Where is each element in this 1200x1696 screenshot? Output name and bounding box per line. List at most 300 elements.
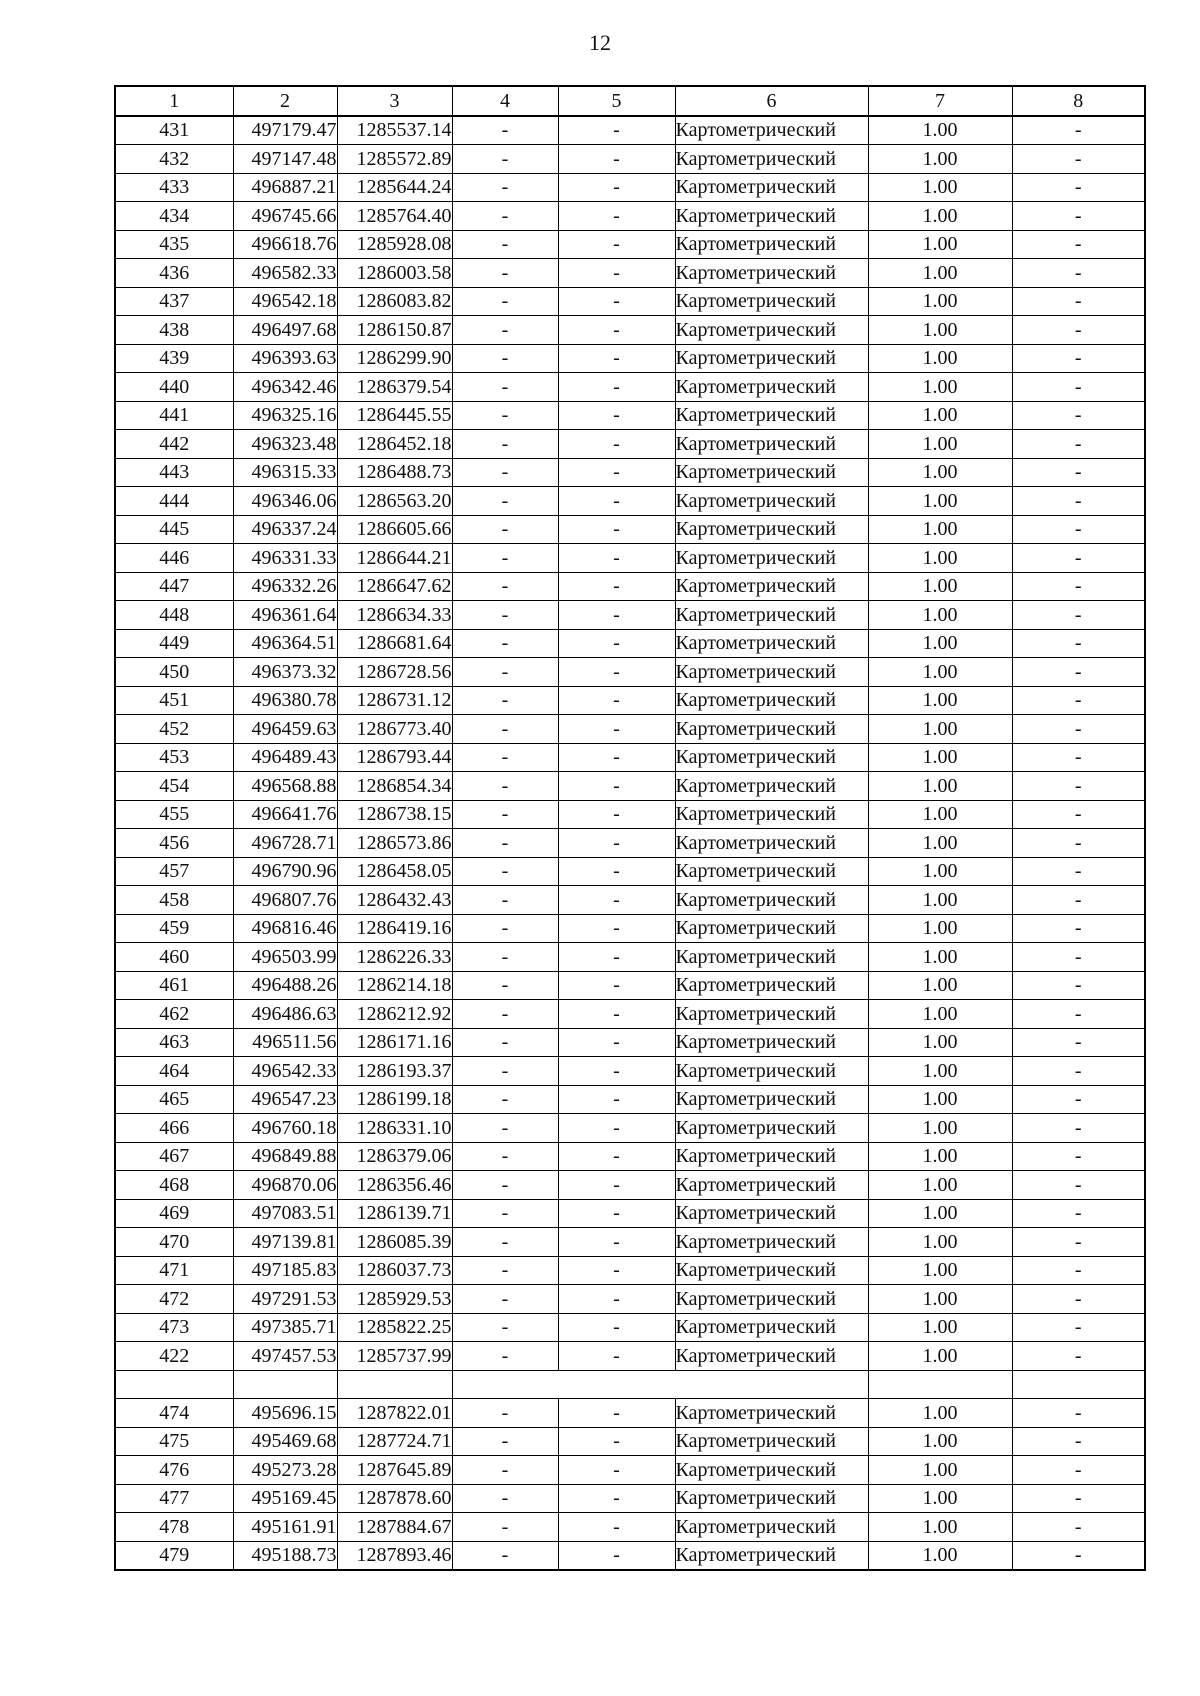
header-cell: 2 xyxy=(233,86,337,116)
col8-cell: - xyxy=(1012,373,1145,402)
col8-cell xyxy=(1012,1370,1145,1399)
point-number-cell: 435 xyxy=(115,230,233,259)
y-coordinate-cell: 1285537.14 xyxy=(337,116,452,145)
table-row xyxy=(115,1285,1145,1314)
point-number-cell: 441 xyxy=(115,401,233,430)
table-header-row xyxy=(115,86,1145,116)
point-number-cell: 449 xyxy=(115,629,233,658)
col8-cell: - xyxy=(1012,344,1145,373)
method-cell: Картометрический xyxy=(675,430,868,459)
table-row xyxy=(115,886,1145,915)
accuracy-cell: 1.00 xyxy=(868,629,1012,658)
table-row xyxy=(115,287,1145,316)
col5-cell: - xyxy=(558,943,675,972)
table-row xyxy=(115,572,1145,601)
accuracy-cell: 1.00 xyxy=(868,487,1012,516)
col5-cell: - xyxy=(558,230,675,259)
table-row xyxy=(115,914,1145,943)
accuracy-cell: 1.00 xyxy=(868,116,1012,145)
x-coordinate-cell: 497139.81 xyxy=(233,1228,337,1257)
x-coordinate-cell: 495188.73 xyxy=(233,1541,337,1570)
y-coordinate-cell: 1287884.67 xyxy=(337,1513,452,1542)
y-coordinate-cell: 1286432.43 xyxy=(337,886,452,915)
x-coordinate-cell: 497083.51 xyxy=(233,1199,337,1228)
header-cell: 1 xyxy=(115,86,233,116)
x-coordinate-cell: 496315.33 xyxy=(233,458,337,487)
col8-cell: - xyxy=(1012,230,1145,259)
col4-cell: - xyxy=(452,772,558,801)
col4-cell: - xyxy=(452,1171,558,1200)
col4-cell: - xyxy=(452,544,558,573)
table-row xyxy=(115,1228,1145,1257)
table-row xyxy=(115,430,1145,459)
point-number-cell: 438 xyxy=(115,316,233,345)
method-cell: Картометрический xyxy=(675,116,868,145)
point-number-cell: 475 xyxy=(115,1427,233,1456)
method-cell: Картометрический xyxy=(675,230,868,259)
table-row xyxy=(115,971,1145,1000)
accuracy-cell: 1.00 xyxy=(868,1085,1012,1114)
col5-cell: - xyxy=(558,743,675,772)
x-coordinate-cell: 496511.56 xyxy=(233,1028,337,1057)
col4-cell: - xyxy=(452,1228,558,1257)
accuracy-cell: 1.00 xyxy=(868,1456,1012,1485)
x-coordinate-cell: 496486.63 xyxy=(233,1000,337,1029)
col5-cell: - xyxy=(558,914,675,943)
point-number-cell: 446 xyxy=(115,544,233,573)
col5-cell: - xyxy=(558,1057,675,1086)
table-row xyxy=(115,173,1145,202)
col5-cell: - xyxy=(558,1000,675,1029)
method-cell: Картометрический xyxy=(675,886,868,915)
x-coordinate-cell: 497385.71 xyxy=(233,1313,337,1342)
table-row xyxy=(115,373,1145,402)
col8-cell: - xyxy=(1012,1456,1145,1485)
point-number-cell: 468 xyxy=(115,1171,233,1200)
col4-cell: - xyxy=(452,458,558,487)
col8-cell: - xyxy=(1012,1513,1145,1542)
col5-cell: - xyxy=(558,515,675,544)
col8-cell: - xyxy=(1012,259,1145,288)
x-coordinate-cell: 497185.83 xyxy=(233,1256,337,1285)
col8-cell: - xyxy=(1012,743,1145,772)
col8-cell: - xyxy=(1012,515,1145,544)
col5-cell: - xyxy=(558,1199,675,1228)
y-coordinate-cell: 1286605.66 xyxy=(337,515,452,544)
x-coordinate-cell: 496887.21 xyxy=(233,173,337,202)
x-coordinate-cell: 496542.18 xyxy=(233,287,337,316)
y-coordinate-cell: 1287645.89 xyxy=(337,1456,452,1485)
method-cell: Картометрический xyxy=(675,971,868,1000)
method-cell: Картометрический xyxy=(675,1142,868,1171)
col5-cell: - xyxy=(558,287,675,316)
accuracy-cell: 1.00 xyxy=(868,715,1012,744)
col8-cell: - xyxy=(1012,202,1145,231)
y-coordinate-cell: 1286037.73 xyxy=(337,1256,452,1285)
table-row xyxy=(115,772,1145,801)
method-cell: Картометрический xyxy=(675,1342,868,1371)
table-row xyxy=(115,230,1145,259)
col5-cell: - xyxy=(558,1171,675,1200)
col4-cell: - xyxy=(452,1085,558,1114)
accuracy-cell: 1.00 xyxy=(868,1057,1012,1086)
y-coordinate-cell: 1287724.71 xyxy=(337,1427,452,1456)
accuracy-cell: 1.00 xyxy=(868,1000,1012,1029)
accuracy-cell: 1.00 xyxy=(868,829,1012,858)
y-coordinate-cell: 1286681.64 xyxy=(337,629,452,658)
col8-cell: - xyxy=(1012,601,1145,630)
table-row xyxy=(115,1142,1145,1171)
table-row xyxy=(115,1399,1145,1428)
col8-cell: - xyxy=(1012,572,1145,601)
col4-cell: - xyxy=(452,373,558,402)
col4-cell: - xyxy=(452,202,558,231)
point-number-cell: 476 xyxy=(115,1456,233,1485)
col8-cell: - xyxy=(1012,173,1145,202)
col8-cell: - xyxy=(1012,1541,1145,1570)
col4-cell: - xyxy=(452,1199,558,1228)
table-row xyxy=(115,686,1145,715)
table-row xyxy=(115,515,1145,544)
table-row xyxy=(115,145,1145,174)
method-cell: Картометрический xyxy=(675,1484,868,1513)
method-cell: Картометрический xyxy=(675,1028,868,1057)
accuracy-cell: 1.00 xyxy=(868,515,1012,544)
y-coordinate-cell: 1286083.82 xyxy=(337,287,452,316)
y-coordinate-cell: 1286299.90 xyxy=(337,344,452,373)
x-coordinate-cell: 496568.88 xyxy=(233,772,337,801)
y-coordinate-cell: 1286488.73 xyxy=(337,458,452,487)
method-cell: Картометрический xyxy=(675,344,868,373)
col4-cell: - xyxy=(452,1142,558,1171)
col4-cell: - xyxy=(452,914,558,943)
table-row xyxy=(115,1427,1145,1456)
y-coordinate-cell: 1286379.54 xyxy=(337,373,452,402)
col4-cell: - xyxy=(452,1000,558,1029)
y-coordinate-cell: 1286331.10 xyxy=(337,1114,452,1143)
col8-cell: - xyxy=(1012,1114,1145,1143)
method-cell: Картометрический xyxy=(675,686,868,715)
x-coordinate-cell: 496497.68 xyxy=(233,316,337,345)
x-coordinate-cell: 496361.64 xyxy=(233,601,337,630)
col5-cell: - xyxy=(558,487,675,516)
col4-cell: - xyxy=(452,1028,558,1057)
table-row xyxy=(115,1342,1145,1371)
col8-cell: - xyxy=(1012,914,1145,943)
x-coordinate-cell: 495696.15 xyxy=(233,1399,337,1428)
col5-cell: - xyxy=(558,715,675,744)
col5-cell: - xyxy=(558,572,675,601)
y-coordinate-cell: 1286199.18 xyxy=(337,1085,452,1114)
x-coordinate-cell: 496337.24 xyxy=(233,515,337,544)
accuracy-cell: 1.00 xyxy=(868,1228,1012,1257)
x-coordinate-cell: 496380.78 xyxy=(233,686,337,715)
accuracy-cell: 1.00 xyxy=(868,1541,1012,1570)
method-cell: Картометрический xyxy=(675,1456,868,1485)
method-cell: Картометрический xyxy=(675,515,868,544)
accuracy-cell: 1.00 xyxy=(868,857,1012,886)
accuracy-cell: 1.00 xyxy=(868,145,1012,174)
y-coordinate-cell: 1286728.56 xyxy=(337,658,452,687)
accuracy-cell: 1.00 xyxy=(868,287,1012,316)
col8-cell: - xyxy=(1012,1085,1145,1114)
point-number-cell xyxy=(115,1370,233,1399)
point-number-cell: 457 xyxy=(115,857,233,886)
table-row xyxy=(115,1256,1145,1285)
col8-cell: - xyxy=(1012,544,1145,573)
col8-cell: - xyxy=(1012,800,1145,829)
y-coordinate-cell: 1285822.25 xyxy=(337,1313,452,1342)
x-coordinate-cell: 496325.16 xyxy=(233,401,337,430)
col4-cell: - xyxy=(452,1513,558,1542)
col8-cell: - xyxy=(1012,829,1145,858)
header-cell: 7 xyxy=(868,86,1012,116)
col5-cell: - xyxy=(558,829,675,858)
accuracy-cell: 1.00 xyxy=(868,1028,1012,1057)
col5-cell: - xyxy=(558,1285,675,1314)
y-coordinate-cell: 1286356.46 xyxy=(337,1171,452,1200)
table-row xyxy=(115,202,1145,231)
x-coordinate-cell: 495161.91 xyxy=(233,1513,337,1542)
y-coordinate-cell: 1286644.21 xyxy=(337,544,452,573)
header-cell: 6 xyxy=(675,86,868,116)
col4-cell: - xyxy=(452,743,558,772)
col5-cell: - xyxy=(558,373,675,402)
y-coordinate-cell: 1286573.86 xyxy=(337,829,452,858)
method-cell xyxy=(675,1370,868,1399)
table-row-blank xyxy=(115,1370,1145,1399)
accuracy-cell: 1.00 xyxy=(868,886,1012,915)
col8-cell: - xyxy=(1012,1000,1145,1029)
x-coordinate-cell: 496547.23 xyxy=(233,1085,337,1114)
col5-cell: - xyxy=(558,601,675,630)
col4-cell xyxy=(452,1370,558,1399)
x-coordinate-cell: 496323.48 xyxy=(233,430,337,459)
col8-cell: - xyxy=(1012,1028,1145,1057)
table-row xyxy=(115,401,1145,430)
page-number: 12 xyxy=(589,30,611,55)
point-number-cell: 473 xyxy=(115,1313,233,1342)
col8-cell: - xyxy=(1012,1171,1145,1200)
accuracy-cell: 1.00 xyxy=(868,743,1012,772)
x-coordinate-cell: 496503.99 xyxy=(233,943,337,972)
col8-cell: - xyxy=(1012,458,1145,487)
col8-cell: - xyxy=(1012,1427,1145,1456)
table-row xyxy=(115,1000,1145,1029)
col4-cell: - xyxy=(452,1057,558,1086)
point-number-cell: 467 xyxy=(115,1142,233,1171)
accuracy-cell: 1.00 xyxy=(868,344,1012,373)
y-coordinate-cell: 1286738.15 xyxy=(337,800,452,829)
method-cell: Картометрический xyxy=(675,1057,868,1086)
col8-cell: - xyxy=(1012,430,1145,459)
y-coordinate-cell xyxy=(337,1370,452,1399)
accuracy-cell: 1.00 xyxy=(868,373,1012,402)
accuracy-cell: 1.00 xyxy=(868,173,1012,202)
col5-cell: - xyxy=(558,316,675,345)
accuracy-cell: 1.00 xyxy=(868,430,1012,459)
method-cell: Картометрический xyxy=(675,1199,868,1228)
col8-cell: - xyxy=(1012,658,1145,687)
y-coordinate-cell: 1286731.12 xyxy=(337,686,452,715)
col4-cell: - xyxy=(452,230,558,259)
y-coordinate-cell: 1287893.46 xyxy=(337,1541,452,1570)
accuracy-cell: 1.00 xyxy=(868,259,1012,288)
col8-cell: - xyxy=(1012,971,1145,1000)
method-cell: Картометрический xyxy=(675,401,868,430)
col5-cell: - xyxy=(558,202,675,231)
x-coordinate-cell: 497457.53 xyxy=(233,1342,337,1371)
col4-cell: - xyxy=(452,572,558,601)
point-number-cell: 434 xyxy=(115,202,233,231)
x-coordinate-cell: 496342.46 xyxy=(233,373,337,402)
point-number-cell: 432 xyxy=(115,145,233,174)
col5-cell: - xyxy=(558,686,675,715)
method-cell: Картометрический xyxy=(675,772,868,801)
method-cell: Картометрический xyxy=(675,1000,868,1029)
col4-cell: - xyxy=(452,800,558,829)
col4-cell: - xyxy=(452,1427,558,1456)
accuracy-cell: 1.00 xyxy=(868,1142,1012,1171)
table-row xyxy=(115,1085,1145,1114)
x-coordinate-cell: 496760.18 xyxy=(233,1114,337,1143)
accuracy-cell: 1.00 xyxy=(868,971,1012,1000)
point-number-cell: 456 xyxy=(115,829,233,858)
y-coordinate-cell: 1286563.20 xyxy=(337,487,452,516)
table-row xyxy=(115,658,1145,687)
accuracy-cell: 1.00 xyxy=(868,401,1012,430)
col5-cell: - xyxy=(558,458,675,487)
method-cell: Картометрический xyxy=(675,316,868,345)
col8-cell: - xyxy=(1012,1484,1145,1513)
col8-cell: - xyxy=(1012,487,1145,516)
table-row xyxy=(115,1513,1145,1542)
col8-cell: - xyxy=(1012,1399,1145,1428)
table-row xyxy=(115,629,1145,658)
point-number-cell: 461 xyxy=(115,971,233,1000)
method-cell: Картометрический xyxy=(675,715,868,744)
x-coordinate-cell: 495469.68 xyxy=(233,1427,337,1456)
method-cell: Картометрический xyxy=(675,829,868,858)
table-row xyxy=(115,544,1145,573)
accuracy-cell: 1.00 xyxy=(868,1171,1012,1200)
accuracy-cell: 1.00 xyxy=(868,1427,1012,1456)
x-coordinate-cell: 495273.28 xyxy=(233,1456,337,1485)
y-coordinate-cell: 1285928.08 xyxy=(337,230,452,259)
x-coordinate-cell: 496373.32 xyxy=(233,658,337,687)
col4-cell: - xyxy=(452,857,558,886)
y-coordinate-cell: 1286647.62 xyxy=(337,572,452,601)
table-body xyxy=(115,116,1145,1571)
method-cell: Картометрический xyxy=(675,914,868,943)
col8-cell: - xyxy=(1012,886,1145,915)
y-coordinate-cell: 1285929.53 xyxy=(337,1285,452,1314)
col4-cell: - xyxy=(452,430,558,459)
col5-cell: - xyxy=(558,1256,675,1285)
col8-cell: - xyxy=(1012,1285,1145,1314)
x-coordinate-cell: 496582.33 xyxy=(233,259,337,288)
y-coordinate-cell: 1286214.18 xyxy=(337,971,452,1000)
x-coordinate-cell: 496790.96 xyxy=(233,857,337,886)
table-row xyxy=(115,800,1145,829)
method-cell: Картометрический xyxy=(675,373,868,402)
accuracy-cell: 1.00 xyxy=(868,914,1012,943)
col4-cell: - xyxy=(452,1114,558,1143)
point-number-cell: 437 xyxy=(115,287,233,316)
point-number-cell: 442 xyxy=(115,430,233,459)
table-row xyxy=(115,1456,1145,1485)
accuracy-cell: 1.00 xyxy=(868,1285,1012,1314)
col4-cell: - xyxy=(452,287,558,316)
col4-cell: - xyxy=(452,515,558,544)
col5-cell: - xyxy=(558,401,675,430)
col4-cell: - xyxy=(452,1541,558,1570)
col8-cell: - xyxy=(1012,1142,1145,1171)
table-row xyxy=(115,1028,1145,1057)
col4-cell: - xyxy=(452,401,558,430)
col5-cell: - xyxy=(558,1541,675,1570)
x-coordinate-cell: 496489.43 xyxy=(233,743,337,772)
x-coordinate-cell: 496870.06 xyxy=(233,1171,337,1200)
point-number-cell: 440 xyxy=(115,373,233,402)
col8-cell: - xyxy=(1012,1057,1145,1086)
point-number-cell: 444 xyxy=(115,487,233,516)
method-cell: Картометрический xyxy=(675,1285,868,1314)
col5-cell: - xyxy=(558,1342,675,1371)
col5-cell: - xyxy=(558,658,675,687)
col4-cell: - xyxy=(452,1342,558,1371)
accuracy-cell: 1.00 xyxy=(868,1256,1012,1285)
col5-cell: - xyxy=(558,259,675,288)
col8-cell: - xyxy=(1012,857,1145,886)
method-cell: Картометрический xyxy=(675,259,868,288)
point-number-cell: 452 xyxy=(115,715,233,744)
accuracy-cell: 1.00 xyxy=(868,1513,1012,1542)
x-coordinate-cell: 496331.33 xyxy=(233,544,337,573)
col8-cell: - xyxy=(1012,1342,1145,1371)
col8-cell: - xyxy=(1012,1228,1145,1257)
x-coordinate-cell: 496728.71 xyxy=(233,829,337,858)
col4-cell: - xyxy=(452,686,558,715)
method-cell: Картометрический xyxy=(675,145,868,174)
point-number-cell: 447 xyxy=(115,572,233,601)
method-cell: Картометрический xyxy=(675,658,868,687)
point-number-cell: 469 xyxy=(115,1199,233,1228)
col8-cell: - xyxy=(1012,686,1145,715)
method-cell: Картометрический xyxy=(675,1171,868,1200)
point-number-cell: 479 xyxy=(115,1541,233,1570)
method-cell: Картометрический xyxy=(675,1427,868,1456)
y-coordinate-cell: 1286452.18 xyxy=(337,430,452,459)
accuracy-cell: 1.00 xyxy=(868,1199,1012,1228)
col4-cell: - xyxy=(452,344,558,373)
method-cell: Картометрический xyxy=(675,287,868,316)
point-number-cell: 455 xyxy=(115,800,233,829)
col4-cell: - xyxy=(452,1456,558,1485)
col8-cell: - xyxy=(1012,145,1145,174)
point-number-cell: 460 xyxy=(115,943,233,972)
col4-cell: - xyxy=(452,629,558,658)
col5-cell xyxy=(558,1370,675,1399)
col5-cell: - xyxy=(558,1085,675,1114)
col8-cell: - xyxy=(1012,287,1145,316)
accuracy-cell: 1.00 xyxy=(868,1313,1012,1342)
method-cell: Картометрический xyxy=(675,943,868,972)
accuracy-cell: 1.00 xyxy=(868,1484,1012,1513)
method-cell: Картометрический xyxy=(675,1399,868,1428)
y-coordinate-cell: 1287822.01 xyxy=(337,1399,452,1428)
y-coordinate-cell: 1286773.40 xyxy=(337,715,452,744)
